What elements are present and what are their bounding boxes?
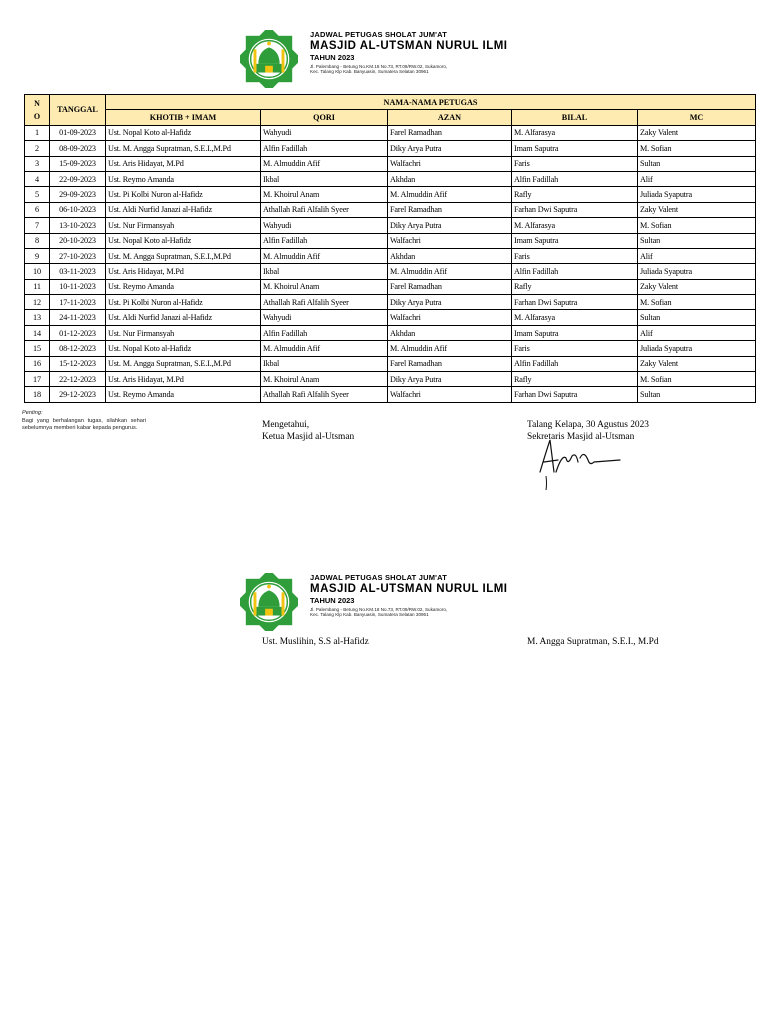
- cell-tanggal: 13-10-2023: [50, 218, 106, 233]
- cell-mc: Zaky Valent: [638, 202, 756, 217]
- cell-khotib: Ust. Nopal Koto al-Hafidz: [106, 125, 261, 140]
- cell-bilal: M. Alfarasya: [512, 310, 638, 325]
- cell-tanggal: 22-09-2023: [50, 171, 106, 186]
- header-khotib-imam: KHOTIB + IMAM: [106, 110, 261, 125]
- cell-bilal: Faris: [512, 156, 638, 171]
- cell-qori: M. Khoirul Anam: [261, 372, 388, 387]
- mosque-logo-icon: [240, 30, 298, 88]
- cell-mc: Alif: [638, 325, 756, 340]
- cell-azan: Farel Ramadhan: [388, 356, 512, 371]
- cell-tanggal: 15-09-2023: [50, 156, 106, 171]
- cell-qori: M. Khoirul Anam: [261, 187, 388, 202]
- table-row: [25, 202, 756, 217]
- cell-khotib: Ust. Nur Firmansyah: [106, 218, 261, 233]
- table-row: [25, 125, 756, 140]
- cell-no: 15: [25, 341, 50, 356]
- cell-qori: Ikbal: [261, 356, 388, 371]
- table-row: [25, 325, 756, 340]
- cell-khotib: Ust. Aldi Nurfid Janazi al-Hafidz: [106, 202, 261, 217]
- cell-bilal: Rafly: [512, 279, 638, 294]
- cell-bilal: Imam Saputra: [512, 325, 638, 340]
- cell-bilal: Alfin Fadillah: [512, 356, 638, 371]
- cell-khotib: Ust. Aldi Nurfid Janazi al-Hafidz: [106, 310, 261, 325]
- cell-qori: Wahyudi: [261, 310, 388, 325]
- cell-tanggal: 08-12-2023: [50, 341, 106, 356]
- cell-no: 17: [25, 372, 50, 387]
- header-address-line-2: Kec. Talang Klp Kab. Banyuasin, Sumatera Selatan 30961: [310, 69, 429, 75]
- table-row: [25, 187, 756, 202]
- cell-tanggal: 22-12-2023: [50, 372, 106, 387]
- cell-mc: Sultan: [638, 156, 756, 171]
- important-note: [22, 410, 146, 433]
- cell-qori: M. Khoirul Anam: [261, 279, 388, 294]
- handwritten-signature-icon: [532, 432, 628, 492]
- note-text: Bagi yang berhalangan tugas, silahkan sehari sebelumnya memberi kabar kepada pengurus.: [22, 417, 146, 431]
- header-year: TAHUN 2023: [310, 596, 355, 605]
- cell-bilal: Farhan Dwi Saputra: [512, 387, 638, 402]
- header-bilal: BILAL: [512, 110, 638, 125]
- cell-tanggal: 27-10-2023: [50, 248, 106, 263]
- cell-mc: M. Sofian: [638, 218, 756, 233]
- cell-mc: Sultan: [638, 387, 756, 402]
- cell-mc: Alif: [638, 248, 756, 263]
- header-subtitle: JADWAL PETUGAS SHOLAT JUM'AT: [310, 573, 447, 582]
- header-nama-nama-petugas: NAMA-NAMA PETUGAS: [106, 95, 756, 110]
- cell-tanggal: 29-09-2023: [50, 187, 106, 202]
- cell-bilal: Alfin Fadillah: [512, 171, 638, 186]
- cell-khotib: Ust. Aris Hidayat, M.Pd: [106, 264, 261, 279]
- sign-right-line-1: Talang Kelapa, 30 Agustus 2023: [527, 420, 649, 430]
- cell-azan: Akhdan: [388, 325, 512, 340]
- cell-bilal: Faris: [512, 248, 638, 263]
- cell-tanggal: 01-12-2023: [50, 325, 106, 340]
- cell-qori: Ikbal: [261, 171, 388, 186]
- cell-qori: Athallah Rafi Alfalih Syeer: [261, 295, 388, 310]
- cell-azan: Farel Ramadhan: [388, 202, 512, 217]
- table-row: [25, 295, 756, 310]
- cell-azan: Walfachri: [388, 387, 512, 402]
- cell-azan: M. Almuddin Afif: [388, 341, 512, 356]
- header-address-line-1: Jl. Palembang - Betung No.KM.18 No.73, RT.09/RW.02, Sukamoro,: [310, 607, 448, 612]
- table-row: [25, 387, 756, 402]
- cell-qori: Wahyudi: [261, 218, 388, 233]
- cell-khotib: Ust. Pi Kolbi Nuron al-Hafidz: [106, 187, 261, 202]
- cell-tanggal: 29-12-2023: [50, 387, 106, 402]
- cell-azan: Walfachri: [388, 233, 512, 248]
- cell-qori: Ikbal: [261, 264, 388, 279]
- cell-mc: M. Sofian: [638, 372, 756, 387]
- note-title: Penting:: [22, 410, 43, 416]
- table-row: [25, 279, 756, 294]
- table-row: [25, 141, 756, 156]
- cell-bilal: Rafly: [512, 187, 638, 202]
- cell-khotib: Ust. M. Angga Supratman, S.E.I.,M.Pd: [106, 141, 261, 156]
- cell-tanggal: 06-10-2023: [50, 202, 106, 217]
- cell-no: 2: [25, 141, 50, 156]
- cell-no: 3: [25, 156, 50, 171]
- header-subtitle: JADWAL PETUGAS SHOLAT JUM'AT: [310, 30, 447, 39]
- cell-khotib: Ust. M. Angga Supratman, S.E.I.,M.Pd: [106, 356, 261, 371]
- document-header-repeat: [240, 573, 720, 633]
- cell-azan: Akhdan: [388, 248, 512, 263]
- cell-azan: M. Almuddin Afif: [388, 187, 512, 202]
- cell-mc: M. Sofian: [638, 295, 756, 310]
- sign-left-name: Ust. Muslihin, S.S al-Hafidz: [262, 637, 369, 647]
- cell-qori: Athallah Rafi Alfalih Syeer: [261, 387, 388, 402]
- cell-azan: Diky Arya Putra: [388, 218, 512, 233]
- cell-tanggal: 03-11-2023: [50, 264, 106, 279]
- cell-tanggal: 01-09-2023: [50, 125, 106, 140]
- cell-bilal: Alfin Fadillah: [512, 264, 638, 279]
- cell-khotib: Ust. Reymo Amanda: [106, 171, 261, 186]
- cell-mc: Sultan: [638, 310, 756, 325]
- cell-no: 5: [25, 187, 50, 202]
- table-row: [25, 356, 756, 371]
- cell-azan: Farel Ramadhan: [388, 279, 512, 294]
- cell-mc: Zaky Valent: [638, 125, 756, 140]
- cell-azan: Akhdan: [388, 171, 512, 186]
- cell-no: 8: [25, 233, 50, 248]
- cell-no: 4: [25, 171, 50, 186]
- mosque-logo-icon: [240, 573, 298, 631]
- cell-bilal: Farhan Dwi Saputra: [512, 295, 638, 310]
- cell-no: 16: [25, 356, 50, 371]
- table-row: [25, 310, 756, 325]
- cell-qori: M. Almuddin Afif: [261, 248, 388, 263]
- cell-no: 13: [25, 310, 50, 325]
- header-title: MASJID AL-UTSMAN NURUL ILMI: [310, 40, 508, 52]
- cell-no: 6: [25, 202, 50, 217]
- cell-bilal: Rafly: [512, 372, 638, 387]
- cell-tanggal: 10-11-2023: [50, 279, 106, 294]
- cell-bilal: M. Alfarasya: [512, 218, 638, 233]
- sign-block-left: [262, 420, 354, 443]
- table-row: [25, 264, 756, 279]
- table-row: [25, 156, 756, 171]
- cell-tanggal: 08-09-2023: [50, 141, 106, 156]
- sign-left-line-1: Mengetahui,: [262, 420, 310, 430]
- cell-no: 9: [25, 248, 50, 263]
- cell-azan: Walfachri: [388, 156, 512, 171]
- cell-mc: Alif: [638, 171, 756, 186]
- cell-qori: Athallah Rafi Alfalih Syeer: [261, 202, 388, 217]
- cell-khotib: Ust. Reymo Amanda: [106, 279, 261, 294]
- cell-mc: Zaky Valent: [638, 279, 756, 294]
- sign-left-line-2: Ketua Masjid al-Utsman: [262, 431, 355, 442]
- header-title: MASJID AL-UTSMAN NURUL ILMI: [310, 583, 508, 595]
- table-row: [25, 171, 756, 186]
- cell-khotib: Ust. M. Angga Supratman, S.E.I.,M.Pd: [106, 248, 261, 263]
- header-tanggal: TANGGAL: [50, 95, 106, 126]
- document-header: [240, 30, 720, 90]
- cell-mc: Sultan: [638, 233, 756, 248]
- cell-khotib: Ust. Nopal Koto al-Hafidz: [106, 233, 261, 248]
- cell-bilal: Faris: [512, 341, 638, 356]
- cell-no: 11: [25, 279, 50, 294]
- cell-azan: Diky Arya Putra: [388, 141, 512, 156]
- cell-qori: Wahyudi: [261, 125, 388, 140]
- cell-mc: Juliada Syaputra: [638, 264, 756, 279]
- cell-bilal: Imam Saputra: [512, 141, 638, 156]
- schedule-table: [24, 94, 756, 403]
- cell-no: 7: [25, 218, 50, 233]
- header-address-line-1: Jl. Palembang - Betung No.KM.18 No.73, RT.09/RW.02, Sukamoro,: [310, 64, 448, 69]
- cell-azan: Diky Arya Putra: [388, 372, 512, 387]
- cell-tanggal: 17-11-2023: [50, 295, 106, 310]
- cell-khotib: Ust. Reymo Amanda: [106, 387, 261, 402]
- cell-khotib: Ust. Nopal Koto al-Hafidz: [106, 341, 261, 356]
- cell-azan: Diky Arya Putra: [388, 295, 512, 310]
- cell-qori: Alfin Fadillah: [261, 141, 388, 156]
- header-azan: AZAN: [388, 110, 512, 125]
- sign-right-line-2: Sekretaris Masjid al-Utsman: [527, 431, 635, 442]
- schedule-table-body: [25, 125, 756, 402]
- cell-mc: Juliada Syaputra: [638, 341, 756, 356]
- table-row: [25, 233, 756, 248]
- cell-qori: Alfin Fadillah: [261, 233, 388, 248]
- cell-khotib: Ust. Aris Hidayat, M.Pd: [106, 372, 261, 387]
- cell-azan: Walfachri: [388, 310, 512, 325]
- cell-tanggal: 20-10-2023: [50, 233, 106, 248]
- cell-azan: Farel Ramadhan: [388, 125, 512, 140]
- cell-no: 10: [25, 264, 50, 279]
- cell-bilal: Imam Saputra: [512, 233, 638, 248]
- cell-mc: Juliada Syaputra: [638, 187, 756, 202]
- cell-tanggal: 15-12-2023: [50, 356, 106, 371]
- header-mc: MC: [638, 110, 756, 125]
- header-address-line-2: Kec. Talang Klp Kab. Banyuasin, Sumatera Selatan 30961: [310, 612, 429, 618]
- cell-bilal: M. Alfarasya: [512, 125, 638, 140]
- table-row: [25, 341, 756, 356]
- cell-khotib: Ust. Pi Kolbi Nuron al-Hafidz: [106, 295, 261, 310]
- table-row: [25, 218, 756, 233]
- sign-right-name: M. Angga Supratman, S.E.I., M.Pd: [527, 637, 659, 647]
- cell-khotib: Ust. Aris Hidayat, M.Pd: [106, 156, 261, 171]
- cell-bilal: Farhan Dwi Saputra: [512, 202, 638, 217]
- header-year: TAHUN 2023: [310, 53, 355, 62]
- header-qori: QORI: [261, 110, 388, 125]
- cell-mc: M. Sofian: [638, 141, 756, 156]
- cell-qori: M. Almuddin Afif: [261, 156, 388, 171]
- cell-no: 12: [25, 295, 50, 310]
- cell-no: 18: [25, 387, 50, 402]
- table-row: [25, 248, 756, 263]
- cell-qori: M. Almuddin Afif: [261, 341, 388, 356]
- table-row: [25, 372, 756, 387]
- cell-no: 1: [25, 125, 50, 140]
- cell-no: 14: [25, 325, 50, 340]
- header-no: N O: [25, 95, 50, 126]
- cell-tanggal: 24-11-2023: [50, 310, 106, 325]
- cell-qori: Alfin Fadillah: [261, 325, 388, 340]
- cell-mc: Zaky Valent: [638, 356, 756, 371]
- cell-khotib: Ust. Nur Firmansyah: [106, 325, 261, 340]
- cell-azan: M. Almuddin Afif: [388, 264, 512, 279]
